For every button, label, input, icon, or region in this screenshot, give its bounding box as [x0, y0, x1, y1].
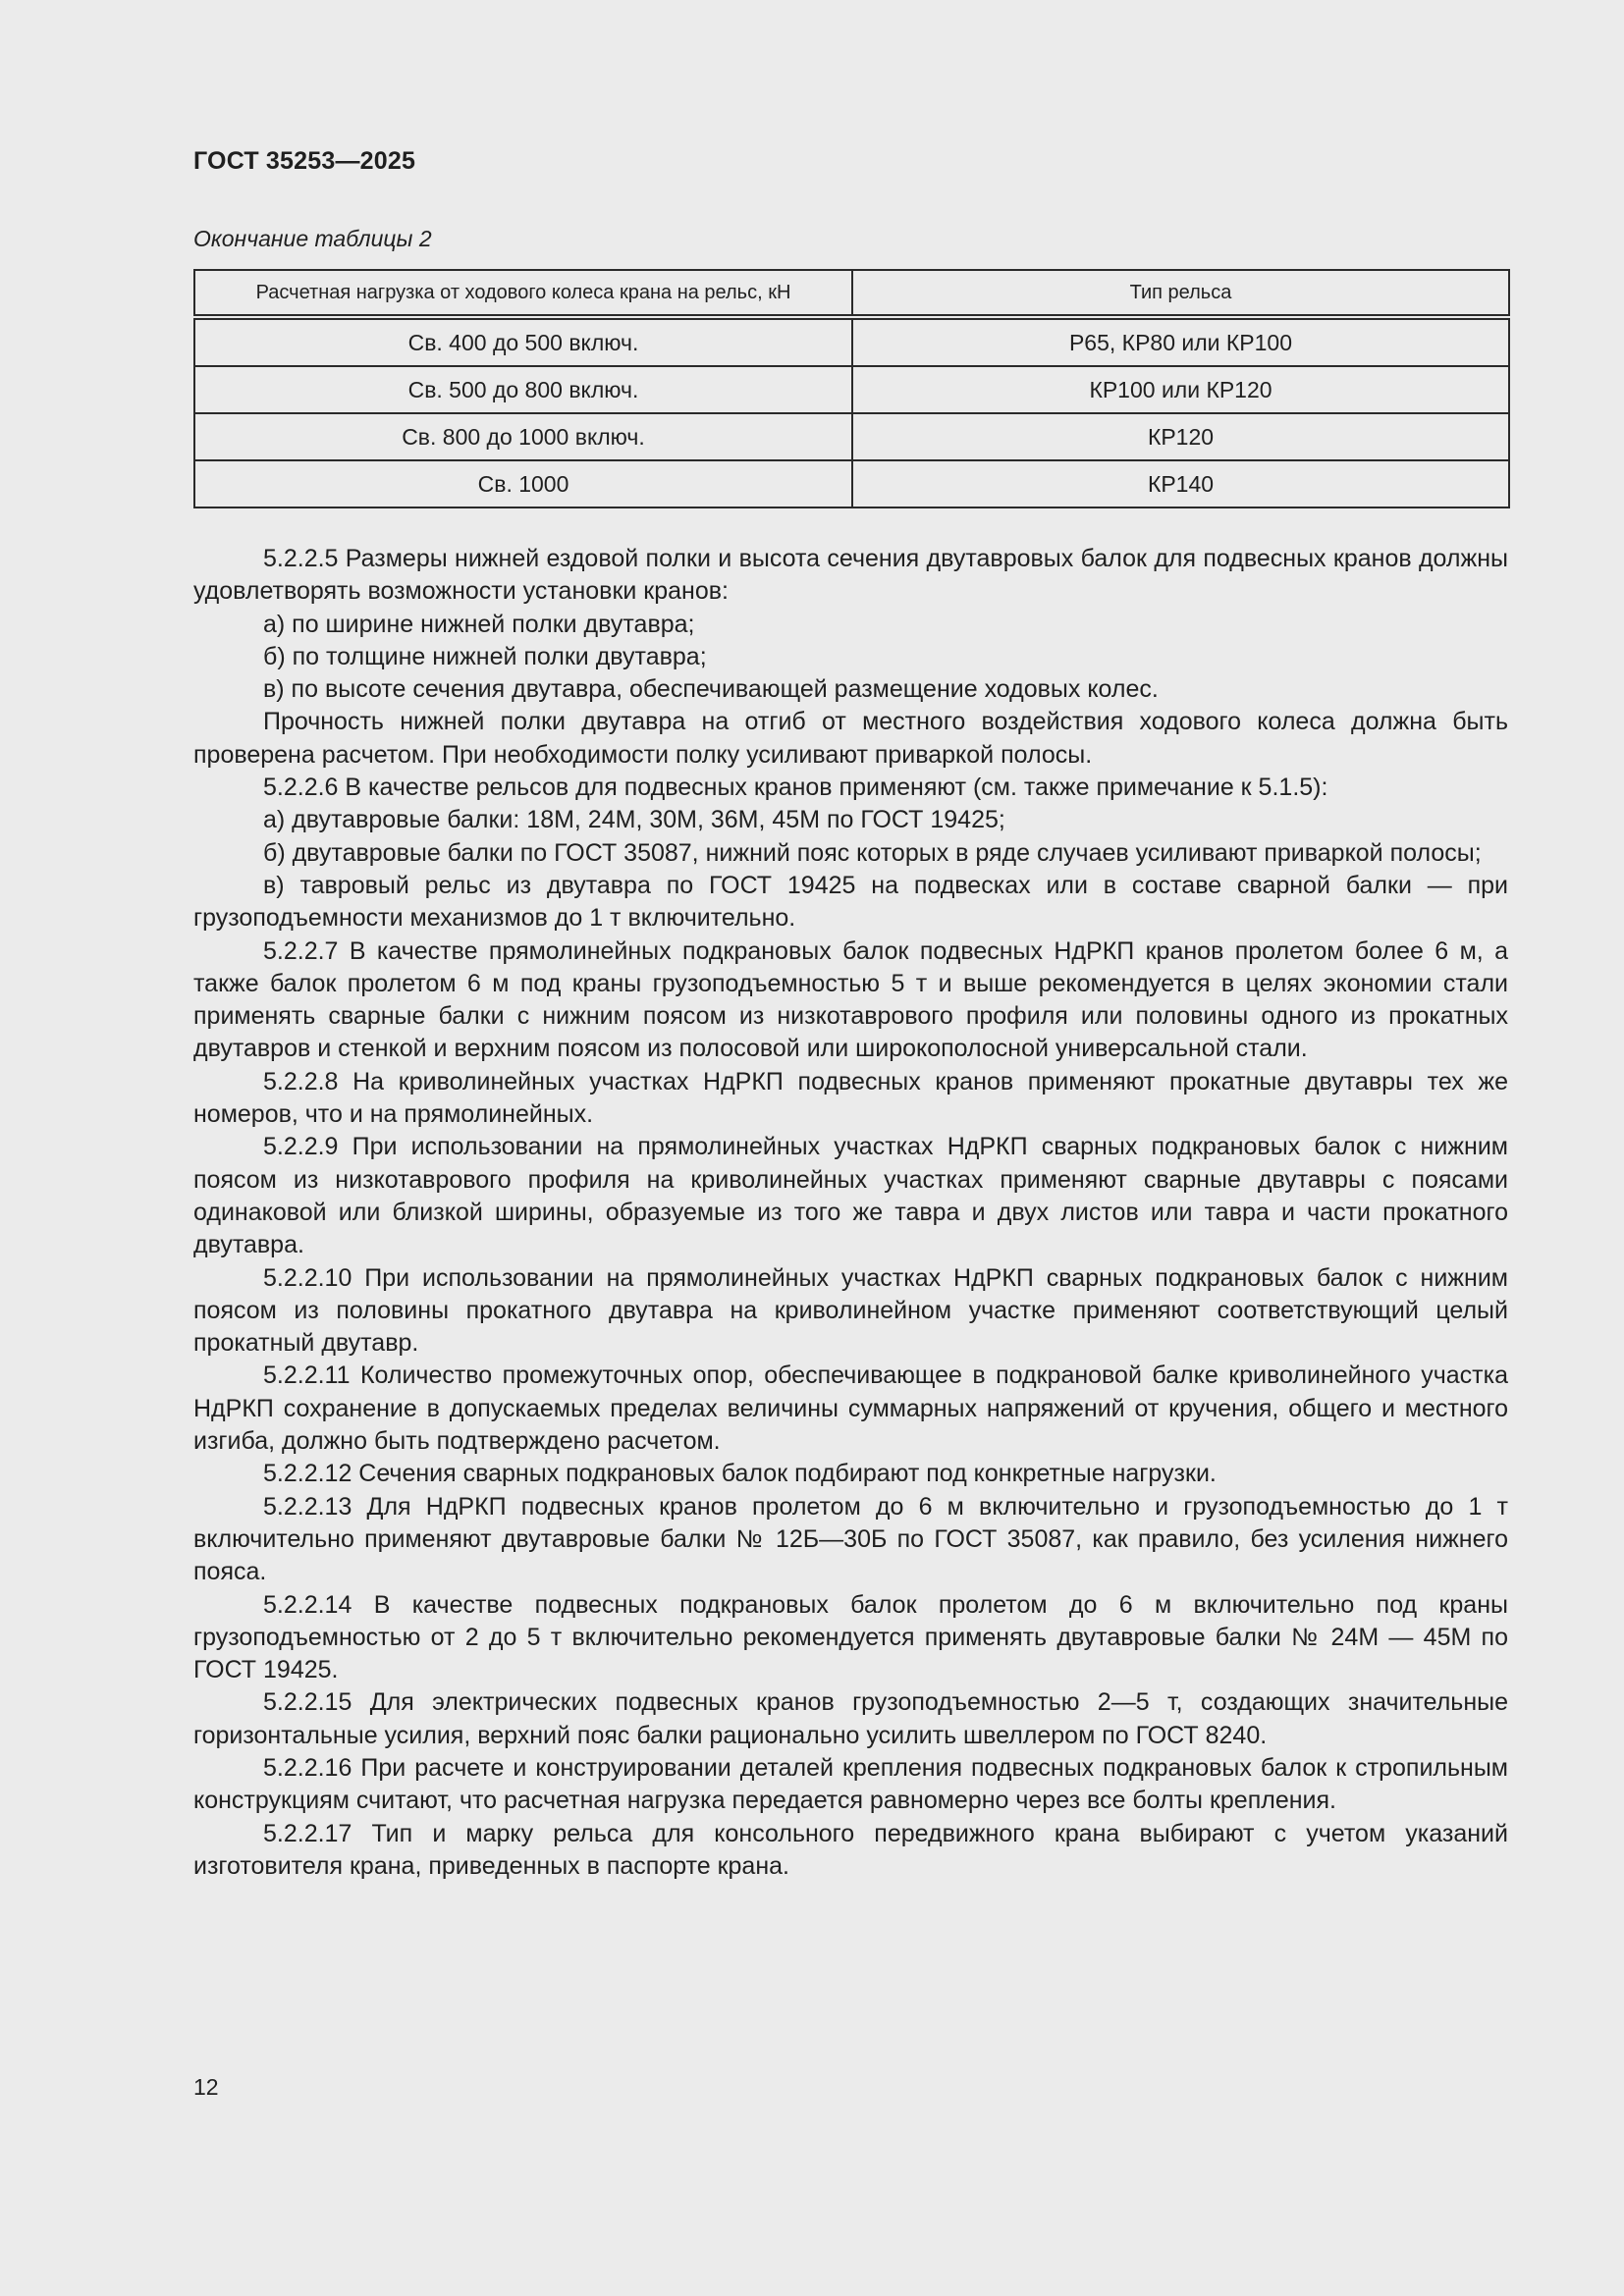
- page-number: 12: [193, 2074, 219, 2100]
- paragraph: 5.2.2.11 Количество промежуточных опор, обеспечивающее в подкрановой балке криволинейного участка НдРКП сохранение в допускаемых пределах величины суммарных напряжений от кручения, общего и местного изгиба, должно быть подтверждено расчетом.: [193, 1362, 1508, 1456]
- table-row: [194, 460, 1509, 507]
- paragraph: 5.2.2.9 При использовании на прямолинейных участках НдРКП сварных подкрановых балок с нижним поясом из низкотаврового профиля на криволинейных участках применяют сварные двутавры с поясами одинаковой или близкой ширины, образуемые из того же тавра и двух листов или тавра и части прокатного двутавра.: [193, 1133, 1508, 1259]
- paragraph: 5.2.2.17 Тип и марку рельса для консольного передвижного крана выбирают с учетом указаний изготовителя крана, приведенных в паспорте крана.: [193, 1819, 1508, 1880]
- table-cell-rail-type: Р65, КР80 или КР100: [852, 317, 1509, 366]
- paragraph: в) по высоте сечения двутавра, обеспечивающей размещение ходовых колес.: [263, 675, 1159, 704]
- table-row: [194, 366, 1509, 413]
- table-cell-load: Св. 1000: [194, 460, 852, 507]
- paragraph: 5.2.2.13 Для НдРКП подвесных кранов пролетом до 6 м включительно и грузоподъемностью до 1 т включительно применяют двутавровые балки № 12Б—30Б по ГОСТ 35087, как правило, без усиления нижнего пояса.: [193, 1492, 1508, 1586]
- body-text: [193, 543, 1508, 1883]
- table-caption: Окончание таблицы 2: [193, 226, 432, 251]
- paragraph: а) по ширине нижней полки двутавра;: [263, 610, 695, 638]
- paragraph: 5.2.2.6 В качестве рельсов для подвесных кранов применяют (см. также примечание к 5.1.5):: [263, 774, 1328, 802]
- paragraph: 5.2.2.7 В качестве прямолинейных подкрановых балок подвесных НдРКП кранов пролетом более 6 м, а также балок пролетом 6 м под краны грузоподъемностью 5 т и выше рекомендуется в целях экономии стали применять сварные балки с нижним поясом из низкотаврового профиля или половины одного из прокатных двутавров и стенкой и верхним поясом из полосовой или широкополосной универсальной стали.: [193, 936, 1508, 1063]
- column-header-rail-type: Тип рельса: [852, 270, 1509, 317]
- table-cell-load: Св. 400 до 500 включ.: [194, 317, 852, 366]
- paragraph: 5.2.2.8 На криволинейных участках НдРКП подвесных кранов применяют прокатные двутавры тех же номеров, что и на прямолинейных.: [193, 1067, 1508, 1129]
- table-row: [194, 413, 1509, 460]
- paragraph: 5.2.2.14 В качестве подвесных подкрановых балок пролетом до 6 м включительно под краны грузоподъемностью от 2 до 5 т включительно рекомендуется применять двутавровые балки № 24М — 45М по ГОСТ 19425.: [193, 1590, 1508, 1684]
- paragraph: 5.2.2.10 При использовании на прямолинейных участках НдРКП сварных подкрановых балок с нижним поясом из половины прокатного двутавра на криволинейном участке применяют соответствующий целый прокатный двутавр.: [193, 1263, 1508, 1358]
- table-cell-rail-type: КР120: [852, 413, 1509, 460]
- paragraph: б) двутавровые балки по ГОСТ 35087, нижний пояс которых в ряде случаев усиливают приваркой полосы;: [263, 838, 1482, 867]
- table-cell-rail-type: КР100 или КР120: [852, 366, 1509, 413]
- column-header-load: Расчетная нагрузка от ходового колеса крана на рельс, кН: [194, 270, 852, 317]
- table-cell-load: Св. 500 до 800 включ.: [194, 366, 852, 413]
- paragraph: 5.2.2.12 Сечения сварных подкрановых балок подбирают под конкретные нагрузки.: [263, 1460, 1217, 1488]
- paragraph: 5.2.2.16 При расчете и конструировании деталей крепления подвесных подкрановых балок к стропильным конструкциям считают, что расчетная нагрузка передается равномерно через все болты крепления.: [193, 1753, 1508, 1815]
- paragraph: в) тавровый рельс из двутавра по ГОСТ 19425 на подвесках или в составе сварной балки — при грузоподъемности механизмов до 1 т включительно.: [193, 871, 1508, 933]
- table-header-row: [194, 270, 1509, 317]
- paragraph: 5.2.2.5 Размеры нижней ездовой полки и высота сечения двутавровых балок для подвесных кранов должны удовлетворять возможности установки кранов:: [193, 545, 1508, 606]
- rail-type-table: [193, 269, 1510, 508]
- table-cell-rail-type: КР140: [852, 460, 1509, 507]
- paragraph: б) по толщине нижней полки двутавра;: [263, 642, 707, 670]
- paragraph: а) двутавровые балки: 18М, 24М, 30М, 36М, 45М по ГОСТ 19425;: [263, 806, 1005, 834]
- table-cell-load: Св. 800 до 1000 включ.: [194, 413, 852, 460]
- paragraph: Прочность нижней полки двутавра на отгиб от местного воздействия ходового колеса должна быть проверена расчетом. При необходимости полку усиливают приваркой полосы.: [193, 708, 1508, 769]
- table-row: [194, 317, 1509, 366]
- document-code: ГОСТ 35253—2025: [193, 147, 416, 175]
- paragraph: 5.2.2.15 Для электрических подвесных кранов грузоподъемностью 2—5 т, создающих значительные горизонтальные усилия, верхний пояс балки рационально усилить швеллером по ГОСТ 8240.: [193, 1688, 1508, 1749]
